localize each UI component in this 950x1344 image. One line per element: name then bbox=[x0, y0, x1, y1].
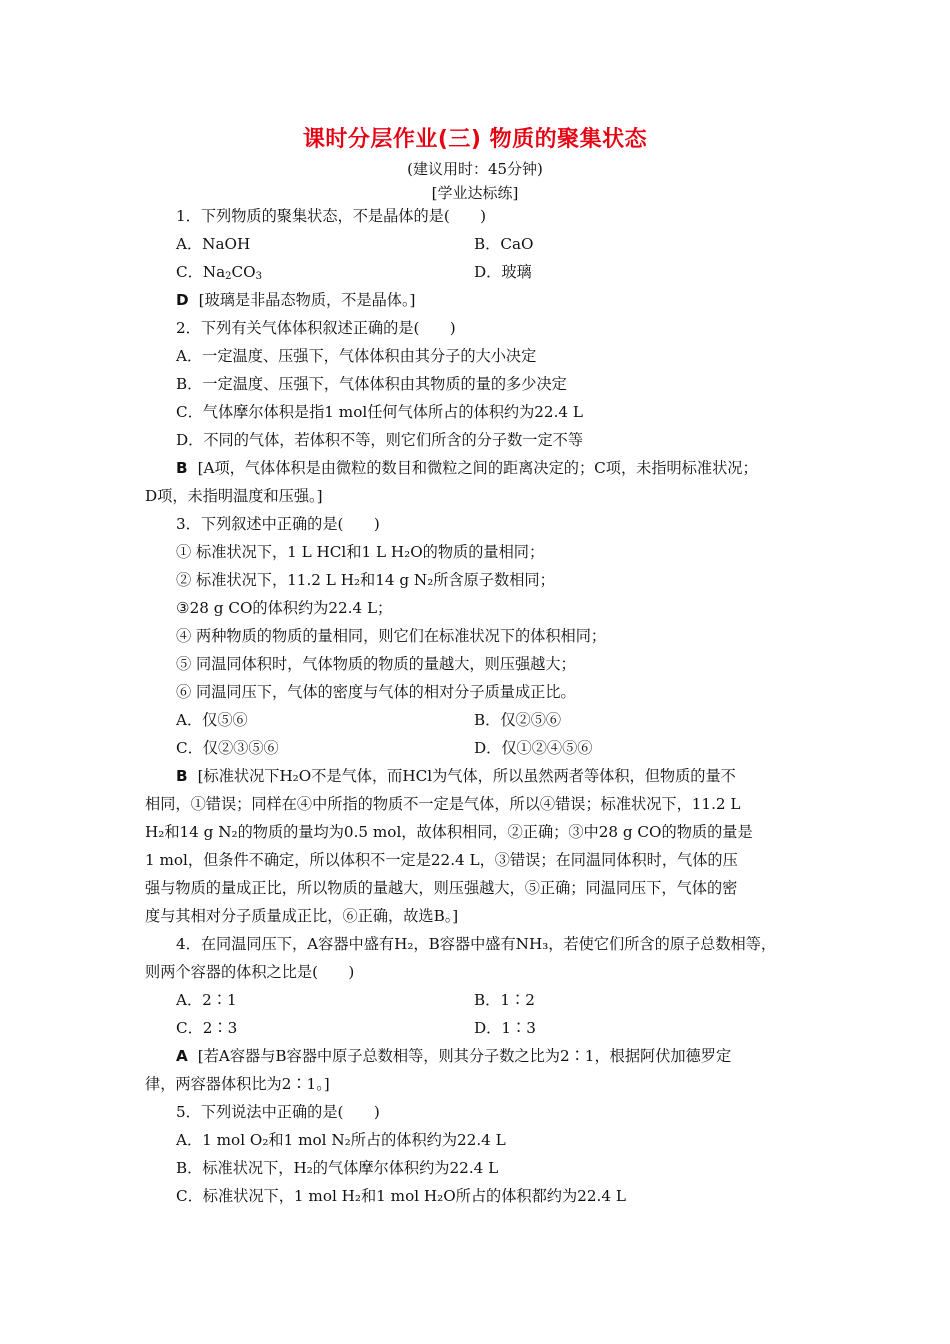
q4-option-b: B．1∶2 bbox=[474, 991, 535, 1009]
q3-statement-1: ① 标准状况下，1 L HCl和1 L H₂O的物质的量相同； bbox=[176, 543, 545, 561]
q1-option-d: D．玻璃 bbox=[474, 263, 532, 281]
q3-answer-letter: B bbox=[176, 767, 188, 785]
q4-explanation-cont: 律，两容器体积比为2∶1。] bbox=[145, 1075, 330, 1093]
q2-answer bbox=[176, 458, 758, 478]
q4-option-a: A．2∶1 bbox=[176, 991, 237, 1009]
q3-explanation: [标准状况下H₂O不是气体，而HCl为气体，所以虽然两者等体积，但物质的量不 bbox=[197, 767, 736, 785]
q3-explanation-line-4: 1 mol，但条件不确定，所以体积不一定是22.4 L，③错误；在同温同体积时，气体的压 bbox=[145, 851, 738, 869]
q5-option-c: C．标准状况下，1 mol H₂和1 mol H₂O所占的体积都约为22.4 L bbox=[176, 1187, 626, 1205]
q1-option-a: A．NaOH bbox=[176, 235, 251, 253]
q5-stem: 5．下列说法中正确的是( ) bbox=[176, 1103, 380, 1121]
q3-statement-3: ③28 g CO的体积约为22.4 L； bbox=[176, 599, 393, 617]
q5-option-b: B．标准状况下，H₂的气体摩尔体积约为22.4 L bbox=[176, 1159, 499, 1177]
q2-explanation-cont: D项，未指明温度和压强。] bbox=[145, 487, 323, 505]
q3-statement-5: ⑤ 同温同体积时，气体物质的物质的量越大，则压强越大； bbox=[176, 655, 576, 673]
time-note: (建议用时：45分钟) bbox=[407, 160, 543, 178]
q2-explanation: [A项，气体体积是由微粒的数目和微粒之间的距离决定的；C项，未指明标准状况； bbox=[197, 459, 758, 477]
q4-option-d: D．1∶3 bbox=[474, 1019, 536, 1037]
q3-option-b: B．仅②⑤⑥ bbox=[474, 711, 562, 729]
q3-option-d: D．仅①②④⑤⑥ bbox=[474, 739, 593, 757]
q3-explanation-line-6: 度与其相对分子质量成正比，⑥正确，故选B。] bbox=[145, 907, 459, 925]
q3-stem: 3．下列叙述中正确的是( ) bbox=[176, 515, 380, 533]
q4-answer-letter: A bbox=[176, 1047, 188, 1065]
q3-option-c: C．仅②③⑤⑥ bbox=[176, 739, 279, 757]
q1-answer bbox=[176, 290, 416, 310]
q2-option-a: A．一定温度、压强下，气体体积由其分子的大小决定 bbox=[176, 347, 537, 365]
q4-answer bbox=[176, 1046, 731, 1066]
q3-answer bbox=[176, 766, 736, 786]
q1-option-b: B．CaO bbox=[474, 235, 534, 253]
q3-explanation-line-2: 相同，①错误；同样在④中所指的物质不一定是气体，所以④错误；标准状况下，11.2 L bbox=[145, 795, 741, 813]
q1-explanation: [玻璃是非晶态物质，不是晶体。] bbox=[198, 291, 416, 309]
q4-option-c: C．2∶3 bbox=[176, 1019, 238, 1037]
q4-stem: 4．在同温同压下，A容器中盛有H₂，B容器中盛有NH₃，若使它们所含的原子总数相等， bbox=[176, 935, 777, 953]
q2-option-c: C．气体摩尔体积是指1 mol任何气体所占的体积约为22.4 L bbox=[176, 403, 583, 421]
q1-option-c: C．$Na_2CO_3$ bbox=[176, 263, 262, 282]
q3-statement-2: ② 标准状况下，11.2 L H₂和14 g N₂所含原子数相同； bbox=[176, 571, 555, 589]
q2-stem: 2．下列有关气体体积叙述正确的是( ) bbox=[176, 319, 456, 337]
q3-statement-6: ⑥ 同温同压下，气体的密度与气体的相对分子质量成正比。 bbox=[176, 683, 576, 701]
q3-explanation-line-5: 强与物质的量成正比，所以物质的量越大，则压强越大，⑤正确；同温同压下，气体的密 bbox=[145, 879, 738, 897]
q1-answer-letter: D bbox=[176, 291, 189, 309]
q4-explanation: [若A容器与B容器中原子总数相等，则其分子数之比为2∶1，根据阿伏加德罗定 bbox=[197, 1047, 732, 1065]
document-title: 课时分层作业(三) 物质的聚集状态 bbox=[302, 127, 648, 152]
q2-option-d: D．不同的气体，若体积不等，则它们所含的分子数一定不等 bbox=[176, 431, 584, 449]
q2-option-b: B．一定温度、压强下，气体体积由其物质的量的多少决定 bbox=[176, 375, 567, 393]
q3-statement-4: ④ 两种物质的物质的量相同，则它们在标准状况下的体积相同； bbox=[176, 627, 607, 645]
q3-option-a: A．仅⑤⑥ bbox=[176, 711, 248, 729]
section-heading: [学业达标练] bbox=[431, 184, 519, 202]
q5-option-a: A．1 mol O₂和1 mol N₂所占的体积约为22.4 L bbox=[176, 1131, 506, 1149]
q4-stem-cont: 则两个容器的体积之比是( ) bbox=[145, 963, 355, 981]
q1-stem: 1．下列物质的聚集状态，不是晶体的是( ) bbox=[176, 207, 487, 225]
q2-answer-letter: B bbox=[176, 459, 188, 477]
q3-explanation-line-3: H₂和14 g N₂的物质的量均为0.5 mol，故体积相同，②正确；③中28 g CO的物质的量是 bbox=[145, 823, 753, 841]
